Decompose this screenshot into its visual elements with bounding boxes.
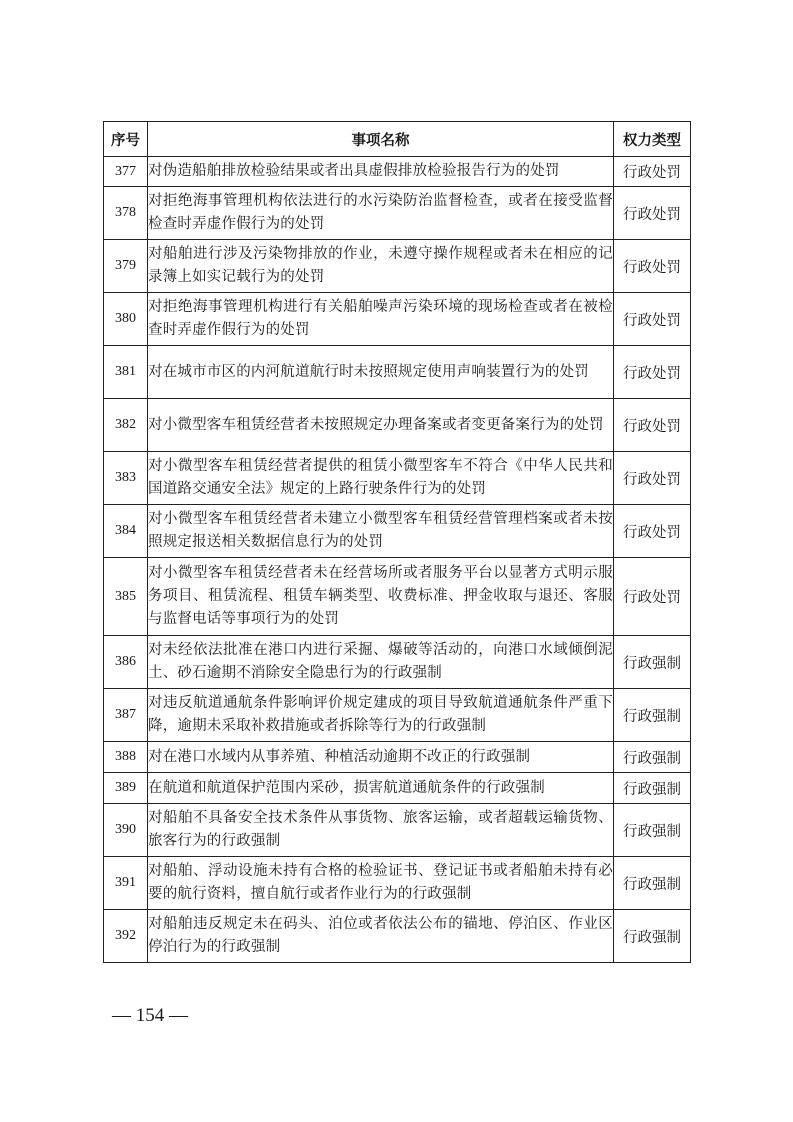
row-item-name: 对小微型客车租赁经营者未按照规定办理备案或者变更备案行为的处罚 bbox=[148, 399, 614, 452]
row-power-type: 行政强制 bbox=[614, 773, 691, 804]
row-item-name: 对船舶违反规定未在码头、泊位或者依法公布的锚地、停泊区、作业区停泊行为的行政强制 bbox=[148, 910, 614, 963]
table-row bbox=[104, 505, 691, 558]
row-serial-no: 386 bbox=[104, 636, 148, 689]
table-header-row bbox=[104, 122, 691, 157]
row-item-name: 对拒绝海事管理机构进行有关船舶噪声污染环境的现场检查或者在被检查时弄虚作假行为的处罚 bbox=[148, 293, 614, 346]
table-row bbox=[104, 293, 691, 346]
row-power-type: 行政处罚 bbox=[614, 240, 691, 293]
row-serial-no: 390 bbox=[104, 804, 148, 857]
row-power-type: 行政强制 bbox=[614, 636, 691, 689]
row-serial-no: 388 bbox=[104, 742, 148, 773]
row-serial-no: 377 bbox=[104, 157, 148, 187]
row-power-type: 行政处罚 bbox=[614, 187, 691, 240]
table-row bbox=[104, 157, 691, 187]
row-serial-no: 387 bbox=[104, 689, 148, 742]
row-serial-no: 385 bbox=[104, 558, 148, 636]
header-power-type: 权力类型 bbox=[614, 122, 691, 157]
row-serial-no: 392 bbox=[104, 910, 148, 963]
row-serial-no: 379 bbox=[104, 240, 148, 293]
row-power-type: 行政强制 bbox=[614, 804, 691, 857]
row-item-name: 对拒绝海事管理机构依法进行的水污染防治监督检查，或者在接受监督检查时弄虚作假行为的处罚 bbox=[148, 187, 614, 240]
row-item-name: 对船舶进行涉及污染物排放的作业，未遵守操作规程或者未在相应的记录簿上如实记载行为的处罚 bbox=[148, 240, 614, 293]
table-row bbox=[104, 452, 691, 505]
row-serial-no: 383 bbox=[104, 452, 148, 505]
table-row bbox=[104, 910, 691, 963]
table-row bbox=[104, 742, 691, 773]
table-row bbox=[104, 187, 691, 240]
row-serial-no: 382 bbox=[104, 399, 148, 452]
row-serial-no: 378 bbox=[104, 187, 148, 240]
row-power-type: 行政强制 bbox=[614, 857, 691, 910]
row-item-name: 对小微型客车租赁经营者提供的租赁小微型客车不符合《中华人民共和国道路交通安全法》规定的上路行驶条件行为的处罚 bbox=[148, 452, 614, 505]
table-row bbox=[104, 804, 691, 857]
page-number: — 154 — bbox=[112, 1005, 188, 1026]
row-item-name: 对未经依法批准在港口内进行采掘、爆破等活动的，向港口水域倾倒泥土、砂石逾期不消除安全隐患行为的行政强制 bbox=[148, 636, 614, 689]
row-item-name: 对伪造船舶排放检验结果或者出具虚假排放检验报告行为的处罚 bbox=[148, 157, 614, 187]
table-row bbox=[104, 857, 691, 910]
table-row bbox=[104, 636, 691, 689]
row-item-name: 对在港口水域内从事养殖、种植活动逾期不改正的行政强制 bbox=[148, 742, 614, 773]
table-row bbox=[104, 399, 691, 452]
row-serial-no: 384 bbox=[104, 505, 148, 558]
row-item-name: 对在城市市区的内河航道航行时未按照规定使用声响装置行为的处罚 bbox=[148, 346, 614, 399]
table-row bbox=[104, 689, 691, 742]
table-row bbox=[104, 773, 691, 804]
row-power-type: 行政处罚 bbox=[614, 346, 691, 399]
row-serial-no: 391 bbox=[104, 857, 148, 910]
row-serial-no: 389 bbox=[104, 773, 148, 804]
row-item-name: 对违反航道通航条件影响评价规定建成的项目导致航道通航条件严重下降，逾期未采取补救措施或者拆除等行为的行政强制 bbox=[148, 689, 614, 742]
row-power-type: 行政强制 bbox=[614, 689, 691, 742]
header-serial-no: 序号 bbox=[104, 122, 148, 157]
table-row bbox=[104, 346, 691, 399]
table-body bbox=[104, 157, 691, 963]
row-item-name: 对小微型客车租赁经营者未建立小微型客车租赁经营管理档案或者未按照规定报送相关数据信息行为的处罚 bbox=[148, 505, 614, 558]
row-serial-no: 380 bbox=[104, 293, 148, 346]
table-row bbox=[104, 240, 691, 293]
row-item-name: 在航道和航道保护范围内采砂，损害航道通航条件的行政强制 bbox=[148, 773, 614, 804]
row-power-type: 行政处罚 bbox=[614, 558, 691, 636]
row-power-type: 行政处罚 bbox=[614, 399, 691, 452]
row-power-type: 行政强制 bbox=[614, 910, 691, 963]
header-item-name: 事项名称 bbox=[148, 122, 614, 157]
row-item-name: 对船舶、浮动设施未持有合格的检验证书、登记证书或者船舶未持有必要的航行资料，擅自航行或者作业行为的行政强制 bbox=[148, 857, 614, 910]
row-power-type: 行政强制 bbox=[614, 742, 691, 773]
row-power-type: 行政处罚 bbox=[614, 505, 691, 558]
row-item-name: 对船舶不具备安全技术条件从事货物、旅客运输，或者超载运输货物、旅客行为的行政强制 bbox=[148, 804, 614, 857]
power-list-table bbox=[103, 121, 691, 963]
row-power-type: 行政处罚 bbox=[614, 293, 691, 346]
row-power-type: 行政处罚 bbox=[614, 157, 691, 187]
table-row bbox=[104, 558, 691, 636]
row-serial-no: 381 bbox=[104, 346, 148, 399]
row-item-name: 对小微型客车租赁经营者未在经营场所或者服务平台以显著方式明示服务项目、租赁流程、租赁车辆类型、收费标准、押金收取与退还、客服与监督电话等事项行为的处罚 bbox=[148, 558, 614, 636]
row-power-type: 行政处罚 bbox=[614, 452, 691, 505]
